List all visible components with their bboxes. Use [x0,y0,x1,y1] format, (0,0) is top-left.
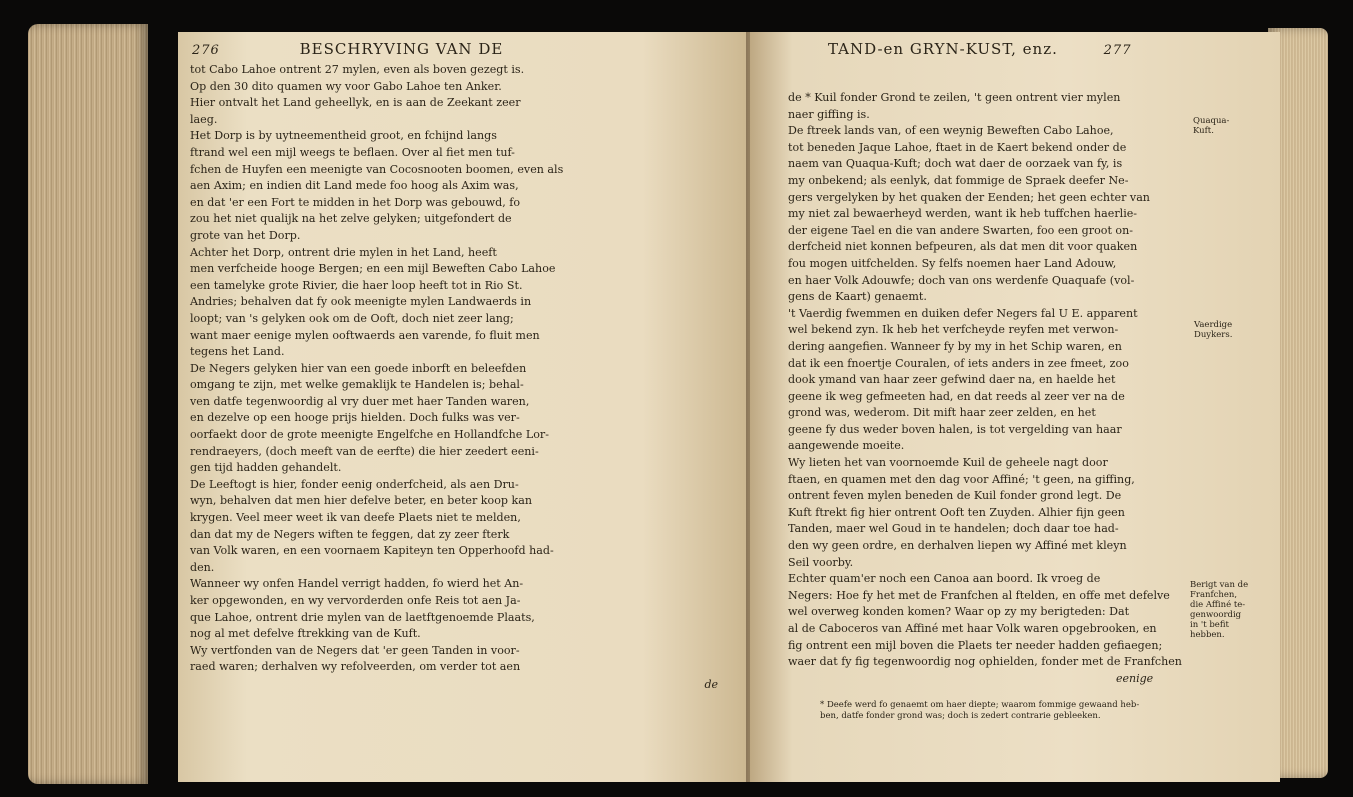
text-line: dan dat my de Negers wiften te feggen, dat zy zeer fterk [190,527,510,541]
text-line: Achter het Dorp, ontrent drie mylen in het Land, heeft [190,245,497,259]
text-line: van Volk waren, en een voornaem Kapiteyn ten Opperhoofd had- [190,544,554,558]
text-line: Andries; behalven dat fy ook meenigte mylen Landwaerds in [190,295,532,309]
text-line: tot beneden Jaque Lahoe, ftaet in de Kaert bekend onder de [788,140,1127,154]
left-catchword: de [704,678,718,691]
text-line: fchen de Huyfen een meenigte van Cocosnooten boomen, even als [190,162,564,176]
text-line: en dat 'er een Fort te midden in het Dorp was gebouwd, fo [190,195,521,209]
left-head-title: BESCHRYVING VAN DE [299,40,504,58]
text-line: Op den 30 dito quamen wy voor Gabo Lahoe ten Anker. [190,79,502,93]
text-line: derfcheid niet konnen befpeuren, als dat men dit voor quaken [788,240,1138,254]
left-page [178,32,758,782]
text-line: Het Dorp is by uytneementheid groot, en fchijnd langs [190,129,497,143]
text-line: men verfcheide hooge Bergen; en een mijl Beweften Cabo Lahoe [190,262,556,276]
margin-note-franschen: Berigt van de Franfchen, die Affiné te- genwoordig in 't befit hebben. [1190,580,1249,640]
text-line: dook ymand van haar zeer gefwind daer na, en haelde het [788,373,1116,387]
text-line: den. [190,560,215,574]
right-catchword: eenige [1116,672,1154,685]
text-line: geene fy dus weder boven halen, is tot vergelding van haar [788,422,1122,436]
text-line: aen Axim; en indien dit Land mede foo hoog als Axim was, [190,179,519,193]
text-line: omgang te zijn, met welke gemaklijk te Handelen is; behal- [190,378,524,392]
text-line: Kuft ftrekt fig hier ontrent Ooft ten Zuyden. Alhier fijn geen [788,505,1125,519]
text-line: wyn, behalven dat men hier defelve beter, en beter koop kan [190,494,532,508]
right-body-text [788,90,1182,671]
text-line: Seil voorby. [788,555,854,569]
book-spread [28,14,1328,790]
text-line: ftrand wel een mijl weegs te beflaen. Over al fiet men tuf- [190,145,515,159]
text-line: grote van het Dorp. [190,228,301,242]
text-line: gen tijd hadden gehandelt. [190,461,342,475]
text-line: gers vergelyken by het quaken der Eenden; het geen echter van [788,190,1150,204]
text-line: wel bekend zyn. Ik heb het verfcheyde reyfen met verwon- [788,323,1119,337]
text-line: Echter quam'er noch een Canoa aan boord. Ik vroeg de [788,572,1101,586]
text-line: nog al met defelve ftrekking van de Kuft. [190,627,421,641]
text-line: al de Caboceros van Affiné met haar Volk waren opgebrooken, en [788,622,1157,635]
text-line: tot Cabo Lahoe ontrent 27 mylen, even als boven gezegt is. [190,63,525,76]
text-line: Negers: Hoe fy het met de Franfchen al ftelden, en offe met defelve [788,588,1170,602]
left-page-edges [28,24,148,784]
text-line: Wy vertfonden van de Negers dat 'er geen Tanden in voor- [190,643,520,657]
text-line: een tamelyke grote Rivier, die haer loop heeft tot in Rio St. [190,278,523,292]
text-line: gens de Kaart) genaemt. [788,290,927,304]
text-line: den wy geen ordre, en derhalven liepen wy Affiné met kleyn [788,539,1127,553]
text-line: rendraeyers, (doch meeft van de eerfte) die hier zeedert eeni- [190,444,539,458]
text-line: fig ontrent een mijl boven die Plaets ter needer hadden gefiaegen; [788,638,1163,652]
text-line: waer dat fy fig tegenwoordig nog ophielden, fonder met de Franfchen [788,655,1182,669]
right-page [750,32,1280,782]
text-line: naer giffing is. [788,107,870,121]
text-line: aangewende moeite. [788,439,905,453]
text-line: loopt; van 's gelyken ook om de Ooft, doch niet zeer lang; [190,311,514,325]
left-body-text [190,62,563,676]
text-line: grond was, wederom. Dit mift haar zeer zelden, en het [788,406,1096,420]
text-line: que Lahoe, ontrent drie mylen van de laetftgenoemde Plaats, [190,610,535,624]
text-line: geene ik weg gefmeeten had, en dat reeds al zeer ver na de [788,389,1125,403]
text-line: De Negers gelyken hier van een goede inborft en beleefden [190,361,527,375]
text-line: de * Kuil fonder Grond te zeilen, 't geen ontrent vier mylen [788,91,1121,104]
text-line: wel overweg konden komen? Waar op zy my berigteden: Dat [788,605,1130,619]
text-line: oorfaekt door de grote meenigte Engelfche en Hollandfche Lor- [190,428,549,442]
text-line: dering aangefien. Wanneer fy by my in het Schip waren, en [788,339,1122,353]
text-line: Tanden, maer wel Goud in te handelen; doch daar toe had- [788,522,1119,536]
text-line: Hier ontvalt het Land geheellyk, en is aan de Zeekant zeer [190,96,521,110]
text-line: De ftreek lands van, of een weynig Beweften Cabo Lahoe, [788,124,1114,138]
text-line: ven datfe tegenwoordig al vry duer met haer Tanden waren, [190,394,530,408]
text-line: zou het niet qualijk na het zelve gelyken; uitgefondert de [190,212,512,226]
text-line: krygen. Veel meer weet ik van deefe Plaets niet te melden, [190,511,521,525]
text-line: en haer Volk Adouwfe; doch van ons werdenfe Quaquafe (vol- [788,273,1135,287]
text-line: my onbekend; als eenlyk, dat fommige de Spraek deefer Ne- [788,173,1129,187]
left-page-number: 276 [192,43,220,58]
text-line: laeg. [190,112,218,126]
text-line: 't Vaerdig fwemmen en duiken defer Negers fal U E. apparent [788,306,1138,320]
text-line: en dezelve op een hooge prijs hielden. Doch fulks was ver- [190,411,520,425]
text-line: ker opgewonden, en wy vervorderden onfe Reis tot aen Ja- [190,594,521,607]
text-line: fou mogen uitfchelden. Sy felfs noemen haer Land Adouw, [788,256,1117,270]
text-line: De Leeftogt is hier, fonder eenig onderfcheid, als aen Dru- [190,477,519,491]
text-line: dat ik een fnoertje Couralen, of iets anders in zee fmeet, zoo [788,356,1129,370]
margin-note-quaqua: Quaqua- Kuft. [1193,116,1230,136]
right-head-title: TAND-en GRYN-KUST, enz. [828,40,1058,58]
text-line: ontrent feven mylen beneden de Kuil fonder grond legt. De [788,489,1122,503]
text-line: want maer eenige mylen ooftwaerds aen varende, fo fluit men [190,328,540,342]
text-line: Wy lieten het van voornoemde Kuil de geheele nagt door [788,456,1108,470]
text-line: ftaen, en quamen met den dag voor Affiné; 't geen, na giffing, [788,472,1135,486]
right-page-number: 277 [1103,43,1132,58]
text-line: tegens het Land. [190,345,285,359]
text-line: der eigene Tael en die van andere Swarten, foo een groot on- [788,223,1133,237]
left-running-head [192,40,503,58]
margin-note-duykers: Vaerdige Duykers. [1194,320,1233,340]
text-line: raed waren; derhalven wy refolveerden, om verder tot aen [190,660,521,674]
text-line: naem van Quaqua-Kuft; doch wat daer de oorzaek van fy, is [788,157,1123,171]
footnote: * Deefe werd fo genaemt om haer diepte; waarom fommige gewaand heb- ben, datfe fonder grond was; doch is zedert contrarie gebleeken. [820,700,1140,721]
text-line: my niet zal bewaerheyd werden, want ik heb tuffchen haerlie- [788,207,1138,221]
text-line: Wanneer wy onfen Handel verrigt hadden, fo wierd het An- [190,577,524,591]
right-running-head [828,40,1131,58]
